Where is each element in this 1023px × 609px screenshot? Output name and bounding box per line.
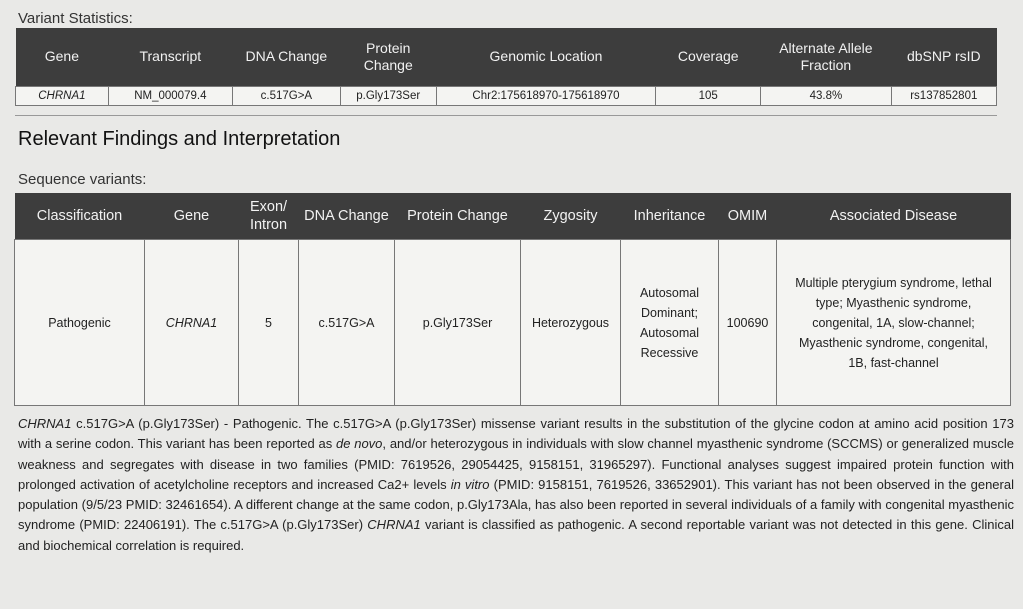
col-classification: Classification <box>15 193 145 240</box>
table-row <box>16 87 997 106</box>
interpretation-text: variant is classified as pathogenic. A second reportable variant was not detected in this gene. Clinical and biochemical correlation is required. <box>18 517 1015 553</box>
interpretation-text: (PMID: 9158151, 7619526, 33652901). This variant has not been observed in the general population (9/5/23 PMID: 32461654). A different change at the same codon, p.Gly173Ala, has also been reported in several individuals of a family with congenital myasthenic syndrome (PMID: 22406191). The c.517G>A (p.Gly173Ser) <box>18 476 1014 533</box>
cell-dna-change: c.517G>A <box>232 87 340 106</box>
interpretation-text: c.517G>A (p.Gly173Ser) - Pathogenic. The c.517G>A (p.Gly173Ser) missense variant results in the substitution of the glycine codon at amino acid position 173 with a serine codon. This variant has been reported as <box>18 416 1014 452</box>
col-gene: Gene <box>145 193 239 240</box>
cell-associated-disease: Multiple pterygium syndrome, lethal type; Myasthenic syndrome, congenital, 1A, slow-channel; Myasthenic syndrome, congenital, 1B, fast-channel <box>777 240 1011 406</box>
cell-genomic-location: Chr2:175618970-175618970 <box>436 87 656 106</box>
cell-gene: CHRNA1 <box>145 240 239 406</box>
cell-protein-change: p.Gly173Ser <box>340 87 436 106</box>
gene-name-text: CHRNA1 <box>367 517 421 533</box>
col-genomic-location: Genomic Location <box>436 28 656 87</box>
col-omim: OMIM <box>719 193 777 240</box>
col-protein-change: Protein Change <box>340 28 436 87</box>
in-vitro-text: in vitro <box>450 476 490 492</box>
table-row <box>15 240 1011 406</box>
cell-exon: 5 <box>239 240 299 406</box>
col-zygosity: Zygosity <box>521 193 621 240</box>
de-novo-text: de novo <box>335 436 383 452</box>
cell-zygosity: Heterozygous <box>521 240 621 406</box>
gene-name-text: CHRNA1 <box>18 416 72 431</box>
col-dna-change: DNA Change <box>232 28 340 87</box>
cell-allele-fraction: 43.8% <box>761 87 891 106</box>
cell-protein-change: p.Gly173Ser <box>395 240 521 406</box>
interpretation-paragraph <box>18 414 1014 556</box>
col-associated-disease: Associated Disease <box>777 193 1011 240</box>
col-dna-change: DNA Change <box>299 193 395 240</box>
table-header-row <box>15 193 1011 240</box>
cell-gene: CHRNA1 <box>16 87 109 106</box>
col-coverage: Coverage <box>656 28 761 87</box>
cell-coverage: 105 <box>656 87 761 106</box>
findings-heading: Relevant Findings and Interpretation <box>18 128 341 150</box>
cell-dna-change: c.517G>A <box>299 240 395 406</box>
cell-dbsnp: rs137852801 <box>891 87 996 106</box>
cell-omim: 100690 <box>719 240 777 406</box>
col-dbsnp: dbSNP rsID <box>891 28 996 87</box>
col-gene: Gene <box>16 28 109 87</box>
cell-transcript: NM_000079.4 <box>108 87 232 106</box>
divider <box>15 115 997 116</box>
cell-inheritance: Autosomal Dominant; Autosomal Recessive <box>621 240 719 406</box>
col-transcript: Transcript <box>108 28 232 87</box>
table-header-row <box>16 28 997 87</box>
sequence-variants-label: Sequence variants: <box>18 171 147 188</box>
variant-statistics-table <box>15 28 997 106</box>
col-exon-intron: Exon/ Intron <box>239 193 299 240</box>
cell-classification: Pathogenic <box>15 240 145 406</box>
interpretation-text: , and/or heterozygous in individuals with slow channel myasthenic syndrome (SCCMS) or generalized muscle weakness and segregates with disease in two families (PMID: 7619526, 29054425, 9158151, 31965297). Functional analyses suggest impaired protein function with prolonged activation of acetylcholine receptors and increased Ca2+ levels <box>18 436 1014 492</box>
col-inheritance: Inheritance <box>621 193 719 240</box>
col-allele-fraction: Alternate Allele Fraction <box>761 28 891 87</box>
sequence-variants-table <box>14 193 1011 406</box>
col-protein-change: Protein Change <box>395 193 521 240</box>
variant-statistics-title: Variant Statistics: <box>18 10 133 27</box>
